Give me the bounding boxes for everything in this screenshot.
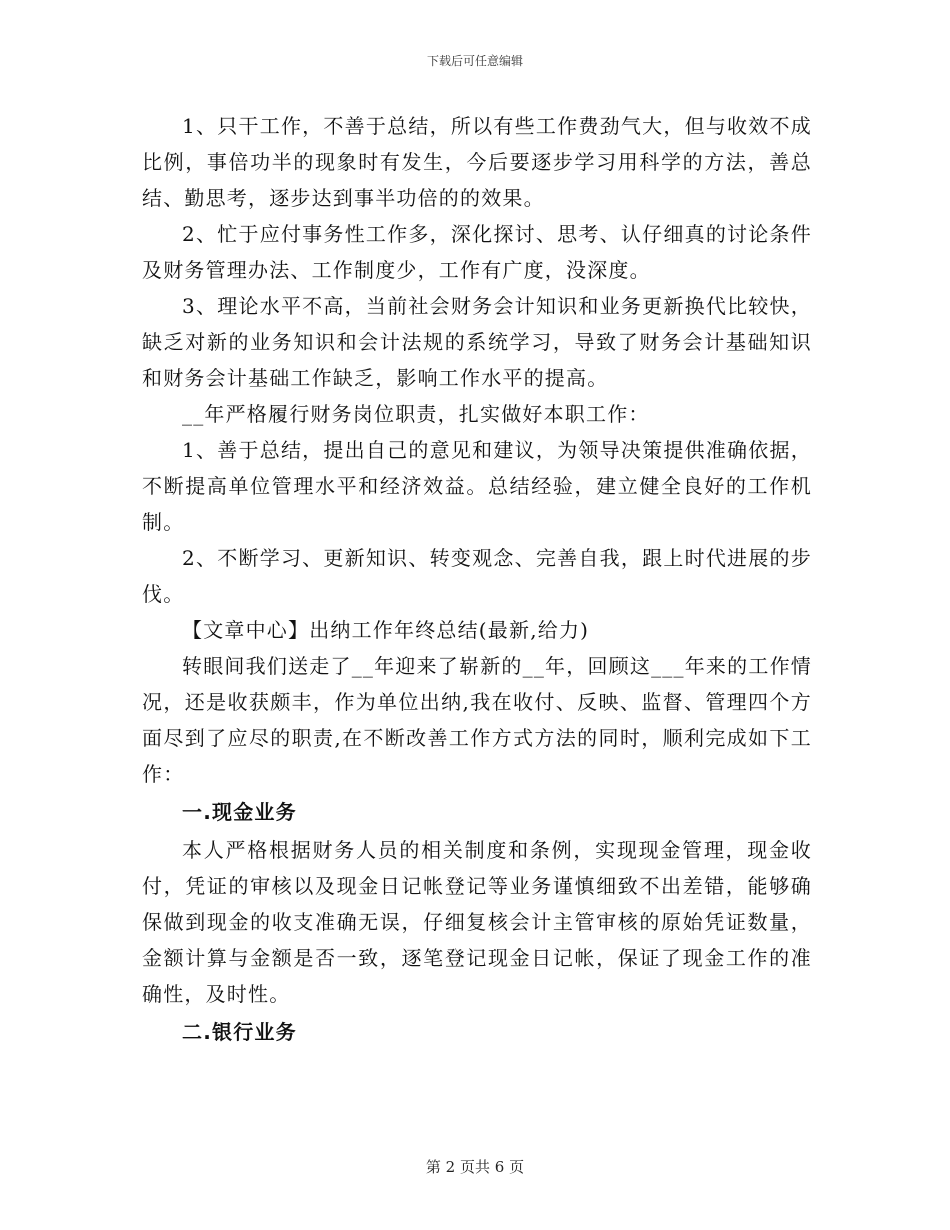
page-number: 第 2 页共 6 页 — [425, 1158, 525, 1176]
paragraph-4: __年严格履行财务岗位职责，扎实做好本职工作： — [182, 402, 650, 426]
paragraph-7: 【文章中心】出纳工作年终总结(最新,给力) — [182, 618, 590, 642]
paragraph-5: 1、善于总结，提出自己的意见和建议，为领导决策提供准确依据，不断提高单位管理水平和经济效益。总结经验，建立健全良好的工作机制。 — [142, 438, 812, 534]
paragraph-1: 1、只干工作，不善于总结，所以有些工作费劲气大，但与收效不成比例，事倍功半的现象时有发生，今后要逐步学习用科学的方法，善总结、勤思考，逐步达到事半功倍的的效果。 — [142, 114, 812, 210]
section-heading-cash: 一.现金业务 — [182, 800, 297, 824]
paragraph-3: 3、理论水平不高，当前社会财务会计知识和业务更新换代比较快，缺乏对新的业务知识和会计法规的系统学习，导致了财务会计基础知识和财务会计基础工作缺乏，影响工作水平的提高。 — [142, 294, 812, 390]
section-heading-bank: 二.银行业务 — [182, 1020, 297, 1044]
paragraph-6: 2、不断学习、更新知识、转变观念、完善自我，跟上时代进展的步伐。 — [142, 546, 812, 606]
paragraph-2: 2、忙于应付事务性工作多，深化探讨、思考、认仔细真的讨论条件及财务管理办法、工作制度少，工作有广度，没深度。 — [142, 222, 812, 282]
paragraph-9: 本人严格根据财务人员的相关制度和条例，实现现金管理，现金收付，凭证的审核以及现金日记帐登记等业务谨慎细致不出差错，能够确保做到现金的收支准确无误，仔细复核会计主管审核的原始凭证数量，金额计算与金额是否一致，逐笔登记现金日记帐，保证了现金工作的准确性，及时性。 — [142, 838, 812, 1006]
document-body — [142, 108, 812, 1052]
paragraph-8: 转眼间我们送走了__年迎来了崭新的__年，回顾这___年来的工作情况，还是收获颇丰，作为单位出纳,我在收付、反映、监督、管理四个方面尽到了应尽的职责,在不断改善工作方式方法的同时，顺利完成如下工作： — [142, 654, 812, 786]
page-header-note: 下载后可任意编辑 — [426, 54, 523, 68]
